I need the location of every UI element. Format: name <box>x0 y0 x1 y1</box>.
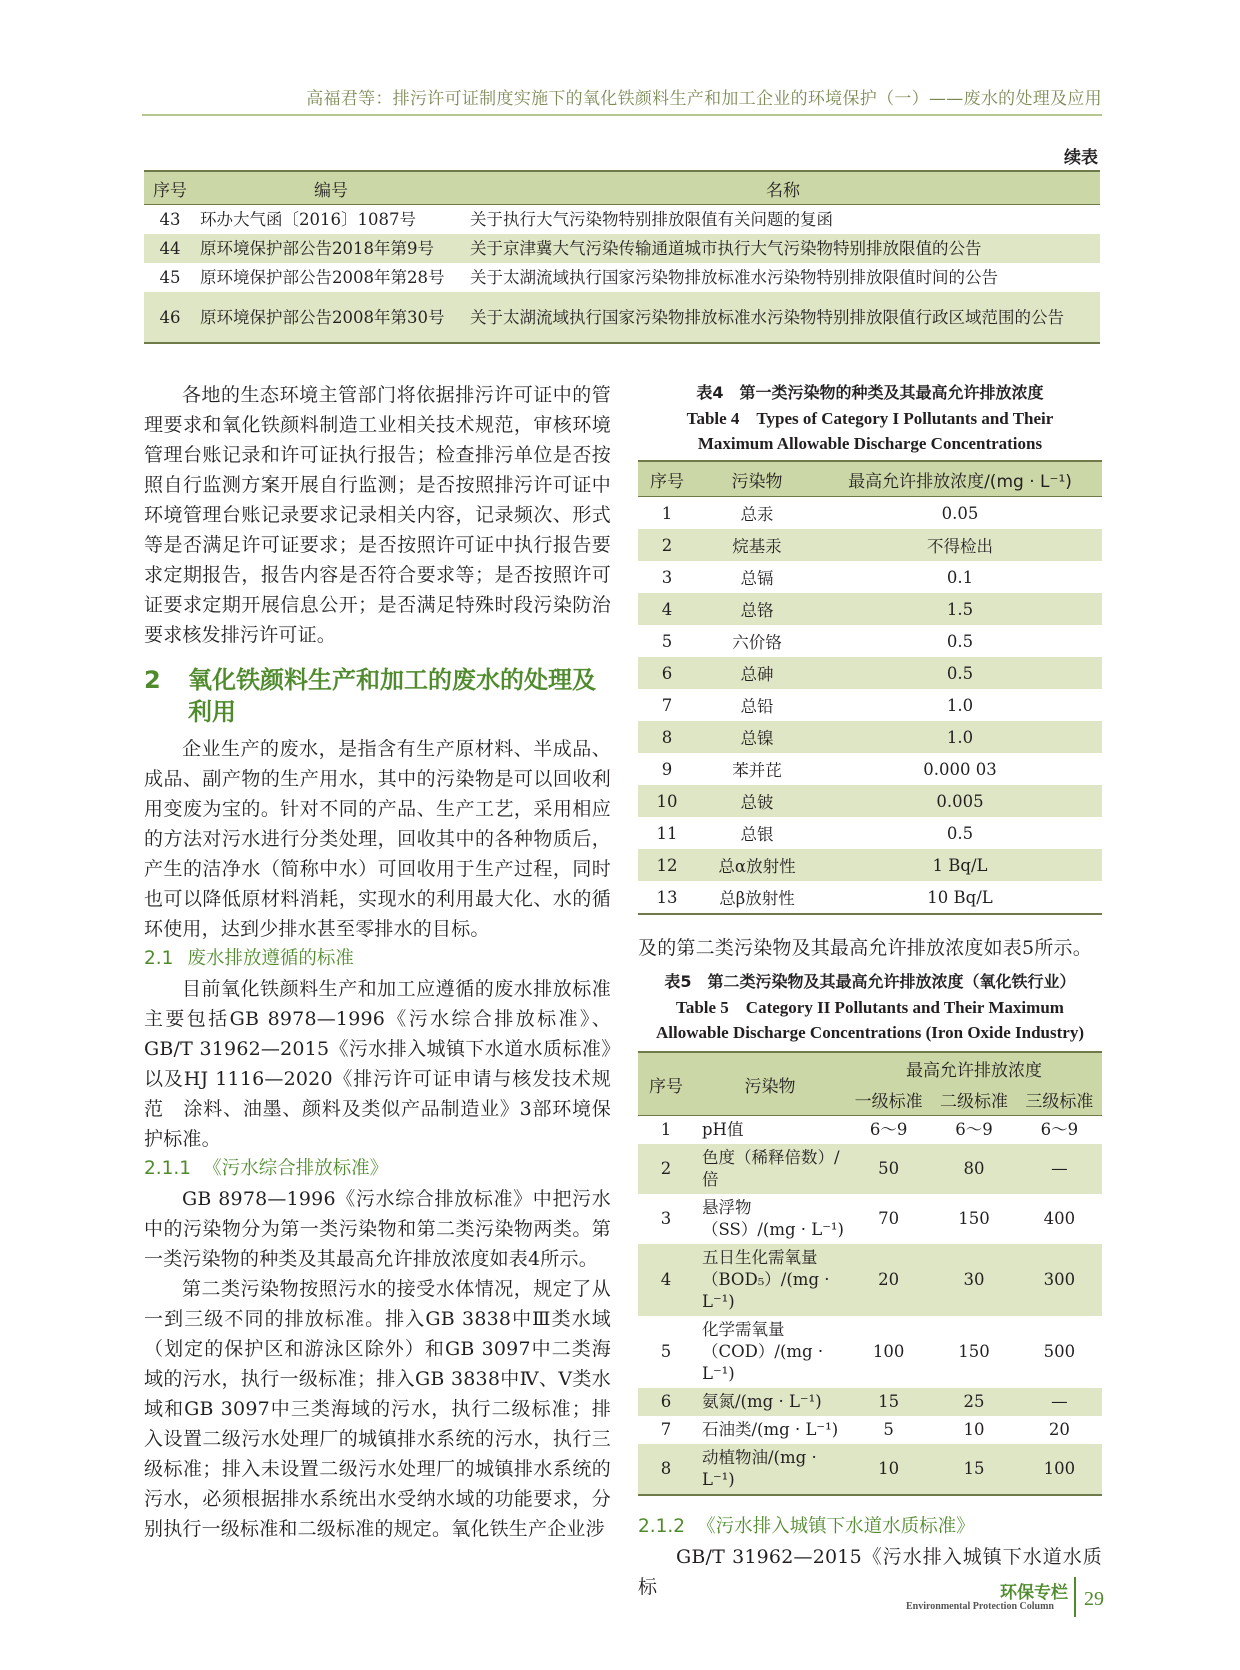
table5 <box>638 1051 1102 1496</box>
cell-pollutant: 总汞 <box>740 505 774 524</box>
cell-no: 8 <box>638 1444 694 1495</box>
cell-pollutant: 总镍 <box>696 721 818 753</box>
cell-code: 原环境保护部公告2008年第30号 <box>196 292 466 343</box>
cell-no: 6 <box>638 657 696 689</box>
page-number: 29 <box>1084 1588 1104 1610</box>
table-row <box>638 1116 1102 1145</box>
cell-level2: 10 <box>963 1420 985 1439</box>
right-column <box>638 380 1102 1602</box>
cell-pollutant: 动植物油/(mg · L⁻¹) <box>694 1444 846 1495</box>
paragraph: GB 8978—1996《污水综合排放标准》中把污水中的污染物分为第一类污染物和第二类污染物两类。第一类污染物的种类及其最高允许排放浓度如表4所示。 <box>144 1188 611 1270</box>
paragraph: 各地的生态环境主管部门将依据排污许可证中的管理要求和氧化铁颜料制造工业相关技术规范，审核环境管理台账记录和许可证执行报告；检查排污单位是否按照自行监测方案开展自行监测；是否按照排污许可证中环境管理台账记录要求记录相关内容，记录频次、形式等是否满足许可证要求；是否按照许可证中执行报告要求定期报告，报告内容是否符合要求等；是否按照许可证要求定期开展信息公开；是否满足特殊时段污染防治要求核发排污许可证。 <box>144 384 611 646</box>
cell-level1: 20 <box>846 1244 931 1316</box>
col-header-name: 名称 <box>466 171 1100 205</box>
table-row <box>638 1144 1102 1194</box>
cell-code: 原环境保护部公告2008年第28号 <box>200 268 445 287</box>
table-row <box>638 1444 1102 1495</box>
cell-no: 12 <box>638 849 696 881</box>
cell-level1: 15 <box>846 1388 931 1416</box>
table-row <box>144 263 1100 292</box>
column-name-en: Environmental Protection Column <box>906 1601 1054 1612</box>
table-row <box>638 1416 1102 1444</box>
table-row <box>638 497 1102 530</box>
cell-pollutant: 六价铬 <box>732 633 782 652</box>
table-row <box>638 657 1102 689</box>
table-row <box>638 593 1102 625</box>
cell-pollutant: 氨氮/(mg · L⁻¹) <box>694 1388 846 1416</box>
cell-level1: 100 <box>872 1342 905 1361</box>
table4-caption-cn: 表4 第一类污染物的种类及其最高允许排放浓度 <box>696 383 1044 402</box>
cell-pollutant: 石油类/(mg · L⁻¹) <box>702 1420 839 1439</box>
col-header-level3: 三级标准 <box>1017 1084 1102 1116</box>
table-row <box>638 881 1102 914</box>
table-row <box>638 1316 1102 1388</box>
col-header-max: 最高允许排放浓度/(mg · L⁻¹) <box>818 461 1102 497</box>
cell-max: 1.5 <box>818 593 1102 625</box>
cell-pollutant: 总银 <box>740 825 774 844</box>
cell-level2: 30 <box>931 1244 1016 1316</box>
cell-level3: 400 <box>1043 1209 1076 1228</box>
cell-no: 9 <box>661 759 673 779</box>
cell-level1: 70 <box>878 1209 900 1228</box>
table-row <box>144 292 1100 343</box>
table5-caption-en-line2: Allowable Discharge Concentrations (Iron Oxide Industry) <box>656 1023 1084 1042</box>
cell-no: 3 <box>661 567 673 587</box>
cell-max: 0.05 <box>941 503 979 523</box>
cell-level3: — <box>1017 1144 1102 1194</box>
subsection-number: 2.1 <box>144 948 174 969</box>
cell-no: 11 <box>656 823 678 843</box>
table-row <box>638 753 1102 785</box>
cell-max: 0.1 <box>946 567 974 587</box>
table-row <box>638 689 1102 721</box>
table-row <box>144 234 1100 263</box>
subsubsection-number: 2.1.1 <box>144 1158 192 1179</box>
table-row <box>144 205 1100 235</box>
cell-level1: 6～9 <box>869 1120 908 1139</box>
cell-pollutant: 总镉 <box>740 569 774 588</box>
col-header-pollutant: 污染物 <box>696 461 818 497</box>
cell-pollutant: 色度（稀释倍数）/倍 <box>694 1144 846 1194</box>
cell-level3: — <box>1017 1388 1102 1416</box>
cell-no: 5 <box>661 631 673 651</box>
section-heading <box>144 664 611 728</box>
cell-max: 不得检出 <box>818 529 1102 561</box>
cell-no: 8 <box>638 721 696 753</box>
cell-level3: 20 <box>1048 1420 1070 1439</box>
cell-max: 0.5 <box>946 631 974 651</box>
table4-caption-en-line1: Table 4 Types of Category I Pollutants and Their <box>686 409 1054 428</box>
cell-no: 4 <box>638 1244 694 1316</box>
cell-no: 5 <box>660 1342 672 1361</box>
table-row <box>638 529 1102 561</box>
subsubsection-heading <box>638 1512 1102 1542</box>
cell-pollutant: 总铍 <box>696 785 818 817</box>
cell-pollutant: 苯并芘 <box>732 761 782 780</box>
running-header <box>142 84 1102 116</box>
continued-table <box>144 170 1100 344</box>
table5-caption-cn: 表5 第二类污染物及其最高允许排放浓度（氧化铁行业） <box>664 972 1076 991</box>
cell-level1: 10 <box>846 1444 931 1495</box>
cell-max: 10 Bq/L <box>818 881 1102 914</box>
cell-pollutant: 总铅 <box>740 697 774 716</box>
table-row <box>638 849 1102 881</box>
col-header-no: 序号 <box>638 1052 694 1116</box>
table-row <box>638 561 1102 593</box>
cell-pollutant: 总β放射性 <box>696 881 818 914</box>
table-row <box>638 1388 1102 1416</box>
cell-level2: 15 <box>931 1444 1016 1495</box>
cell-max: 1.0 <box>946 695 974 715</box>
table4-caption-en-line2: Maximum Allowable Discharge Concentrations <box>697 434 1043 453</box>
cell-code: 原环境保护部公告2018年第9号 <box>196 234 466 263</box>
subsection-heading <box>144 944 611 974</box>
paragraph: 目前氧化铁颜料生产和加工应遵循的废水排放标准主要包括GB 8978—1996《污水综合排放标准》、GB/T 31962—2015《污水排入城镇下水道水质标准》以及HJ 1116—2020《排污许可证申请与核发技术规范 涂料、油墨、颜料及类似产品制造业》3部环境保护标准。 <box>144 978 611 1150</box>
table4 <box>638 460 1102 915</box>
col-header-level1: 一级标准 <box>846 1084 931 1116</box>
cell-max: 1.0 <box>818 721 1102 753</box>
cell-level3: 300 <box>1017 1244 1102 1316</box>
cell-level1: 5 <box>883 1420 894 1439</box>
cell-no: 45 <box>159 268 181 287</box>
cell-level2: 25 <box>931 1388 1016 1416</box>
table-row <box>638 785 1102 817</box>
col-header-no: 序号 <box>144 171 196 205</box>
col-header-code: 编号 <box>196 171 466 205</box>
cell-level2: 6～9 <box>955 1120 993 1139</box>
col-header-pollutant: 污染物 <box>694 1052 846 1116</box>
section-number: 2 <box>144 666 161 694</box>
column-name-cn: 环保专栏 <box>1000 1583 1068 1603</box>
cell-pollutant: 五日生化需氧量（BOD₅）/(mg · L⁻¹) <box>694 1244 846 1316</box>
cell-level1: 50 <box>846 1144 931 1194</box>
subsection-title: 废水排放遵循的标准 <box>187 948 354 969</box>
cell-name: 关于执行大气污染物特别排放限值有关问题的复函 <box>470 210 833 229</box>
left-column <box>144 380 611 1544</box>
subsubsection-heading <box>144 1154 611 1184</box>
cell-no: 2 <box>638 529 696 561</box>
col-header-no: 序号 <box>638 461 696 497</box>
cell-no: 13 <box>638 881 696 914</box>
cell-no: 7 <box>660 1420 672 1439</box>
cell-no: 7 <box>661 695 673 715</box>
cell-no: 1 <box>660 1120 672 1139</box>
cell-pollutant: 烷基汞 <box>696 529 818 561</box>
cell-no: 6 <box>638 1388 694 1416</box>
cell-pollutant: 总砷 <box>696 657 818 689</box>
cell-no: 3 <box>660 1209 672 1228</box>
cell-code: 环办大气函〔2016〕1087号 <box>200 210 416 229</box>
cell-pollutant: pH值 <box>702 1120 744 1139</box>
cell-level3: 100 <box>1017 1444 1102 1495</box>
subsubsection-number: 2.1.2 <box>638 1516 686 1537</box>
section-title: 氧化铁颜料生产和加工的废水的处理及利用 <box>188 666 596 726</box>
paragraph: GB/T 31962—2015《污水排入城镇下水道水质标 <box>638 1546 1102 1598</box>
cell-max: 0.5 <box>818 657 1102 689</box>
table-row <box>638 1194 1102 1244</box>
cell-name: 关于太湖流域执行国家污染物排放标准水污染物特别排放限值行政区域范围的公告 <box>466 292 1100 343</box>
cell-no: 2 <box>638 1144 694 1194</box>
cell-level3: 500 <box>1043 1342 1076 1361</box>
table-row <box>638 817 1102 849</box>
cell-level2: 80 <box>931 1144 1016 1194</box>
subsubsection-title: 《污水排入城镇下水道水质标准》 <box>697 1516 975 1537</box>
col-header-max: 最高允许排放浓度 <box>846 1052 1102 1084</box>
cell-no: 44 <box>144 234 196 263</box>
cell-name: 关于京津冀大气污染传输通道城市执行大气污染物特别排放限值的公告 <box>466 234 1100 263</box>
cell-max: 1 Bq/L <box>818 849 1102 881</box>
table-row <box>638 721 1102 753</box>
cell-pollutant: 总α放射性 <box>696 849 818 881</box>
continued-label: 续表 <box>1064 148 1098 168</box>
cell-max: 0.000 03 <box>923 759 997 779</box>
running-title: 高福君等：排污许可证制度实施下的氧化铁颜料生产和加工企业的环境保护（一）——废水的处理及应用 <box>306 89 1102 109</box>
table-row <box>638 1244 1102 1316</box>
cell-no: 43 <box>159 210 181 229</box>
paragraph: 及的第二类污染物及其最高允许排放浓度如表5所示。 <box>638 937 1092 959</box>
cell-name: 关于太湖流域执行国家污染物排放标准水污染物特别排放限值时间的公告 <box>470 268 998 287</box>
cell-pollutant: 总铬 <box>696 593 818 625</box>
subsubsection-title: 《污水综合排放标准》 <box>203 1158 389 1179</box>
cell-no: 1 <box>661 503 673 523</box>
cell-pollutant: 化学需氧量（COD）/(mg · L⁻¹) <box>702 1320 824 1383</box>
cell-max: 0.005 <box>818 785 1102 817</box>
cell-no: 10 <box>638 785 696 817</box>
table-row <box>638 625 1102 657</box>
cell-max: 0.5 <box>946 823 974 843</box>
footer-divider <box>1074 1577 1076 1617</box>
cell-level3: 6～9 <box>1040 1120 1079 1139</box>
cell-level2: 150 <box>958 1342 990 1361</box>
col-header-level2: 二级标准 <box>931 1084 1016 1116</box>
cell-level2: 150 <box>958 1209 990 1228</box>
cell-no: 4 <box>638 593 696 625</box>
cell-no: 46 <box>144 292 196 343</box>
paragraph: 第二类污染物按照污水的接受水体情况，规定了从一到三级不同的排放标准。排入GB 3838中Ⅲ类水域（划定的保护区和游泳区除外）和GB 3097中二类海域的污水，执行一级标准；排入GB 3838中Ⅳ、Ⅴ类水域和GB 3097中三类海域的污水，执行二级标准；排入设置二级污水处理厂的城镇排水系统的污水，执行三级标准；排入未设置二级污水处理厂的城镇排水系统的污水，必须根据排水系统出水受纳水域的功能要求，分别执行一级标准和二级标准的规定。氧化铁生产企业涉 <box>144 1278 611 1540</box>
table5-caption-en-line1: Table 5 Category II Pollutants and Their Maximum <box>676 998 1064 1017</box>
paragraph: 企业生产的废水，是指含有生产原材料、半成品、成品、副产物的生产用水，其中的污染物是可以回收利用变废为宝的。针对不同的产品、生产工艺，采用相应的方法对污水进行分类处理，回收其中的各种物质后，产生的洁净水（简称中水）可回收用于生产过程，同时也可以降低原材料消耗，实现水的利用最大化、水的循环使用，达到少排水甚至零排水的目标。 <box>144 738 611 940</box>
cell-pollutant: 悬浮物（SS）/(mg · L⁻¹) <box>702 1198 844 1239</box>
